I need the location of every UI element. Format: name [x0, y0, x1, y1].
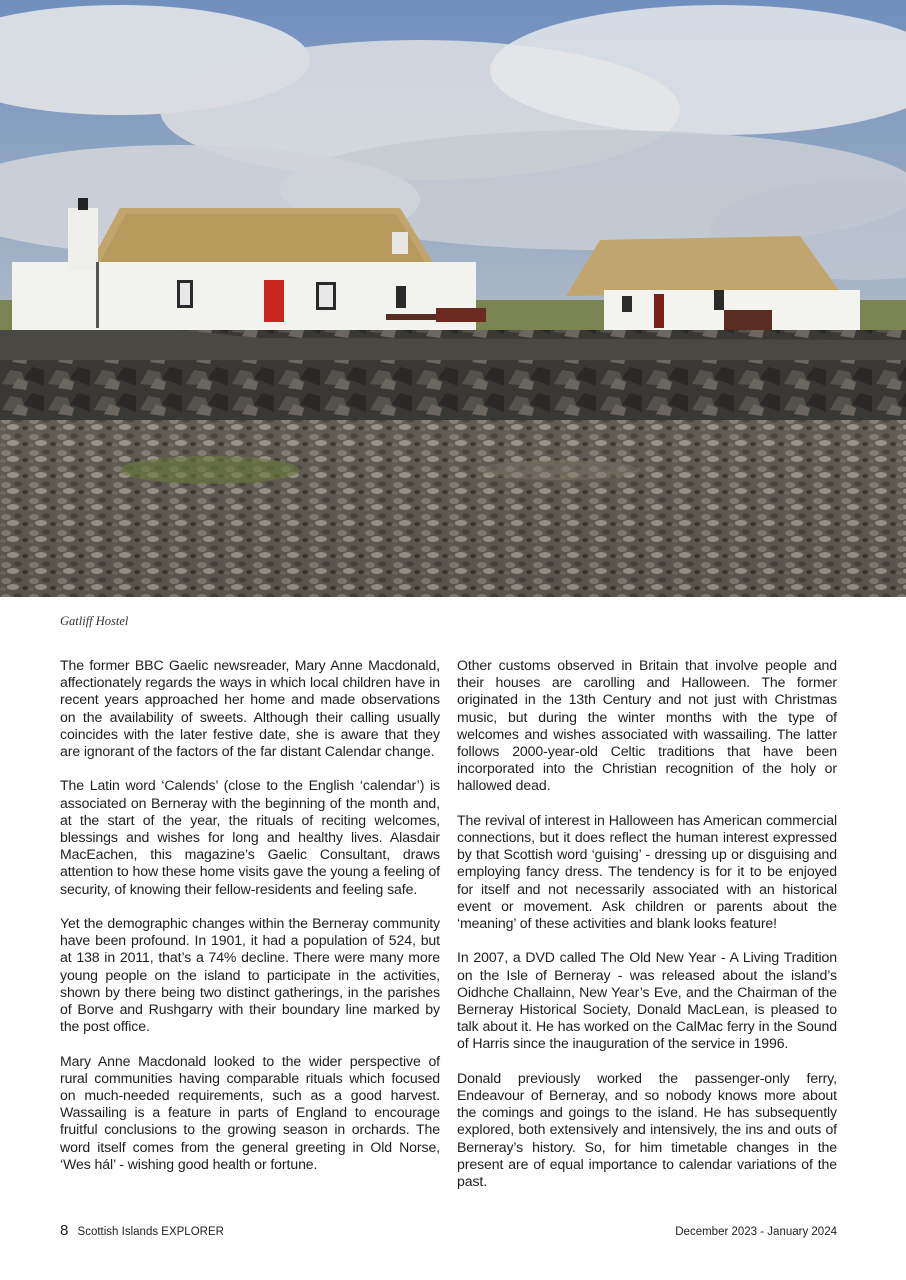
magazine-title: Scottish Islands EXPLORER [77, 1226, 224, 1238]
footer-left [60, 1222, 224, 1239]
paragraph: Other customs observed in Britain that involve people and their houses are carolling and Halloween. The former originated in the 13th Century and not just with Christmas music, but during the winter months with the type of welcomes and wishes associated with wassailing. The latter follows 2000-year-old Celtic traditions that have been incorporated into the Christian recognition of the holy or hallowed dead. [457, 657, 837, 794]
paragraph: The Latin word ‘Calends’ (close to the English ‘calendar’) is associated on Berneray with the beginning of the month and, at the start of the year, the rituals of reciting welcomes, blessings and wishes for long and healthy lives. Alasdair MacEachen, this magazine’s Gaelic Consultant, draws attention to how these home visits gave the young a feeling of security, of knowing their fellow-residents and feeling safe. [60, 777, 440, 897]
photo-of-thatched-cottages-icon [0, 0, 906, 597]
left-column [60, 657, 440, 1190]
paragraph: Donald previously worked the passenger-only ferry, Endeavour of Berneray, and so nobody knows more about the comings and goings to the island. He has subsequently explored, both extensively and intensively, the ins and outs of Berneray’s history. So, for him timetable changes in the present are of equal importance to calendar variations of the past. [457, 1069, 837, 1190]
header-photo [0, 0, 906, 597]
photo-caption: Gatliff Hostel [60, 614, 129, 628]
paragraph: In 2007, a DVD called The Old New Year - A Living Tradition on the Isle of Berneray - was released about the island’s Oidhche Challainn, New Year’s Eve, and the Chairman of the Berneray Historical Society, Donald MacLean, is pleased to talk about it. He has worked on the CalMac ferry in the Sound of Harris since the inauguration of the service in 1996. [457, 949, 837, 1052]
paragraph: The former BBC Gaelic newsreader, Mary Anne Macdonald, affectionately regards the ways in which local children have in recent years approached her home and made observations on the availability of sweets. Although their calling usually coincides with the later festive date, she is aware that they are ignorant of the factors of the far distant Calendar change. [60, 657, 440, 760]
page-number: 8 [60, 1222, 69, 1239]
paragraph: Mary Anne Macdonald looked to the wider perspective of rural communities having comparable rituals which focused on much-needed requirements, such as a good harvest. Wassailing is a feature in parts of England to encourage fruitful conclusions to the growing season in orchards. The word itself comes from the general greeting in Old Norse, ‘Wes hál’ - wishing good health or fortune. [60, 1052, 440, 1172]
paragraph: The revival of interest in Halloween has American commercial connections, but it does reflect the human interest expressed by that Scottish word ‘guising’ - dressing up or disguising and employing fancy dress. The tendency is for it to be enjoyed for itself and not necessarily associated with an historical event or movement. Ask children or parents about the ‘meaning’ of these activities and blank looks feature! [457, 811, 837, 932]
right-column [457, 657, 837, 1207]
issue-date: December 2023 - January 2024 [675, 1226, 837, 1238]
page-footer [60, 1222, 837, 1239]
paragraph: Yet the demographic changes within the Berneray community have been profound. In 1901, it had a population of 524, but at 138 in 2011, that’s a 74% decline. There were many more young people on the island to participate in the activities, shown by there being two distinct gatherings, in the parishes of Borve and Rushgarry with their boundary line marked by the post office. [60, 915, 440, 1035]
